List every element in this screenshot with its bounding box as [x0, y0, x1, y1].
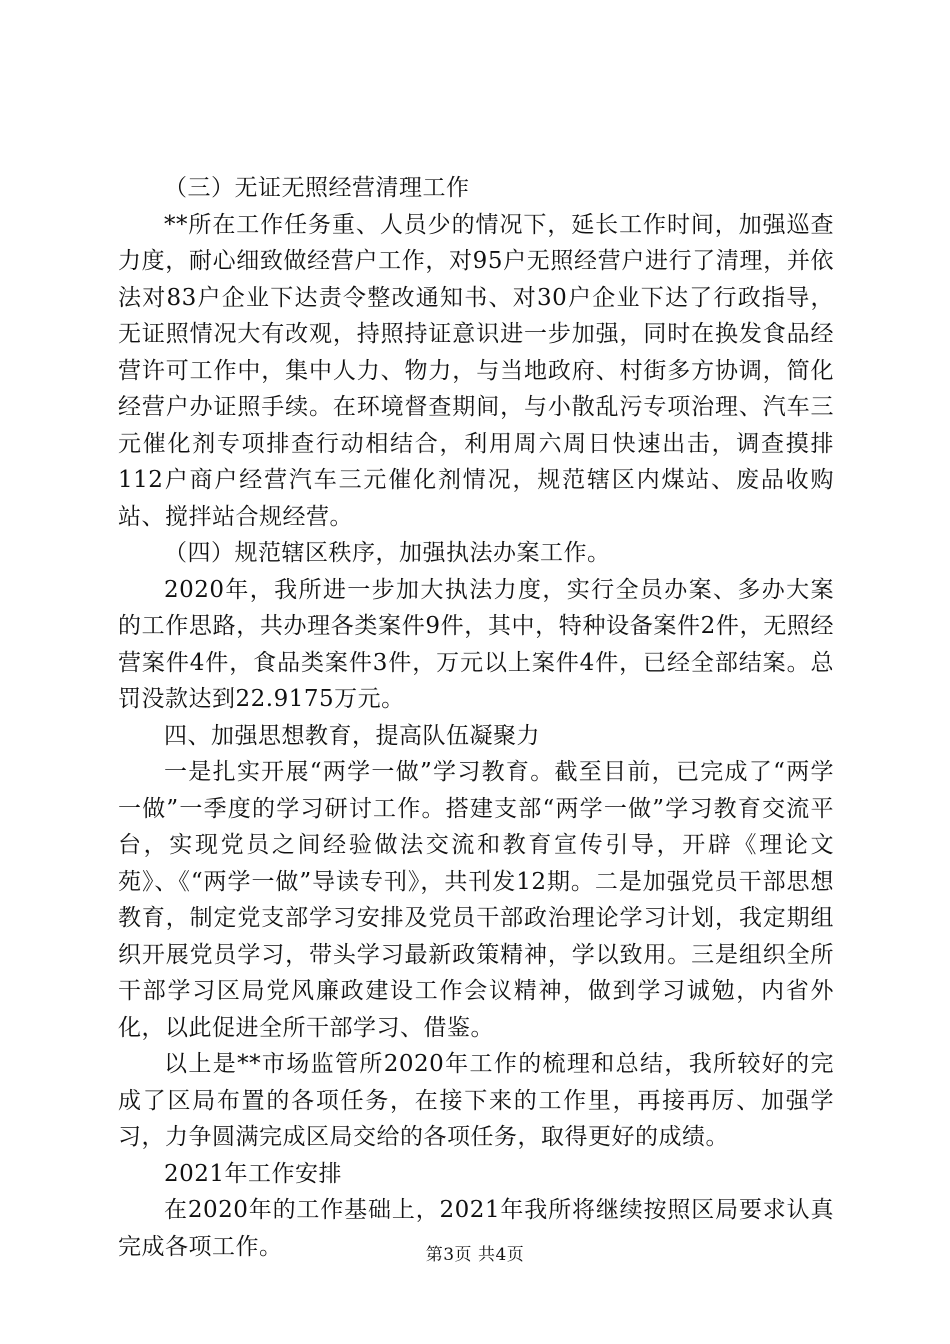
document-body [118, 170, 834, 1265]
paragraph-2021-plan: 在2020年的工作基础上，2021年我所将继续按照区局要求认真完成各项工作。 [118, 1197, 834, 1260]
paragraph-unlicensed-cleanup: **所在工作任务重、人员少的情况下，延长工作时间，加强巡查力度，耐心细致做经营户工作，对95户无照经营户进行了清理，并依法对83户企业下达责令整改通知书、对30户企业下达了行政指导，无证照情况大有改观，持照持证意识进一步加强，同时在换发食品经营许可工作中，集中人力、物力，与当地政府、村街多方协调，简化经营户办证照手续。在环境督查期间，与小散乱污专项治理、汽车三元催化剂专项排查行动相结合，利用周六周日快速出击，调查摸排112户商户经营汽车三元催化剂情况，规范辖区内煤站、废品收购站、搅拌站合规经营。 [118, 211, 834, 530]
paragraph-summary: 以上是**市场监管所2020年工作的梳理和总结，我所较好的完成了区局布置的各项任务，在接下来的工作里，再接再厉、加强学习，力争圆满完成区局交给的各项任务，取得更好的成绩。 [118, 1051, 834, 1150]
section-heading-2021-plan: 2021年工作安排 [164, 1160, 343, 1187]
section-heading-enforcement: （四）规范辖区秩序，加强执法办案工作。 [164, 540, 611, 566]
paragraph-enforcement-cases: 2020年，我所进一步加大执法力度，实行全员办案、多办大案的工作思路，共办理各类案件9件，其中，特种设备案件2件，无照经营案件4件，食品类案件3件，万元以上案件4件，已经全部结案。总罚没款达到22.9175万元。 [118, 576, 834, 712]
section-heading-unlicensed: （三）无证无照经营清理工作 [164, 175, 470, 201]
paragraph-education: 一是扎实开展“两学一做”学习教育。截至目前，已完成了“两学一做”一季度的学习研讨工作。搭建支部“两学一做”学习教育交流平台，实现党员之间经验做法交流和教育宣传引导，开辟《理论文苑》、《“两学一做”导读专刊》，共刊发12期。二是加强党员干部思想教育，制定党支部学习安排及党员干部政治理论学习计划，我定期组织开展党员学习，带头学习最新政策精神，学以致用。三是组织全所干部学习区局党风廉政建设工作会议精神，做到学习诚勉，内省外化，以此促进全所干部学习、借鉴。 [118, 759, 834, 1041]
section-heading-education: 四、加强思想教育，提高队伍凝聚力 [164, 722, 540, 749]
page-number-footer: 第3页 共4页 [425, 1245, 525, 1265]
